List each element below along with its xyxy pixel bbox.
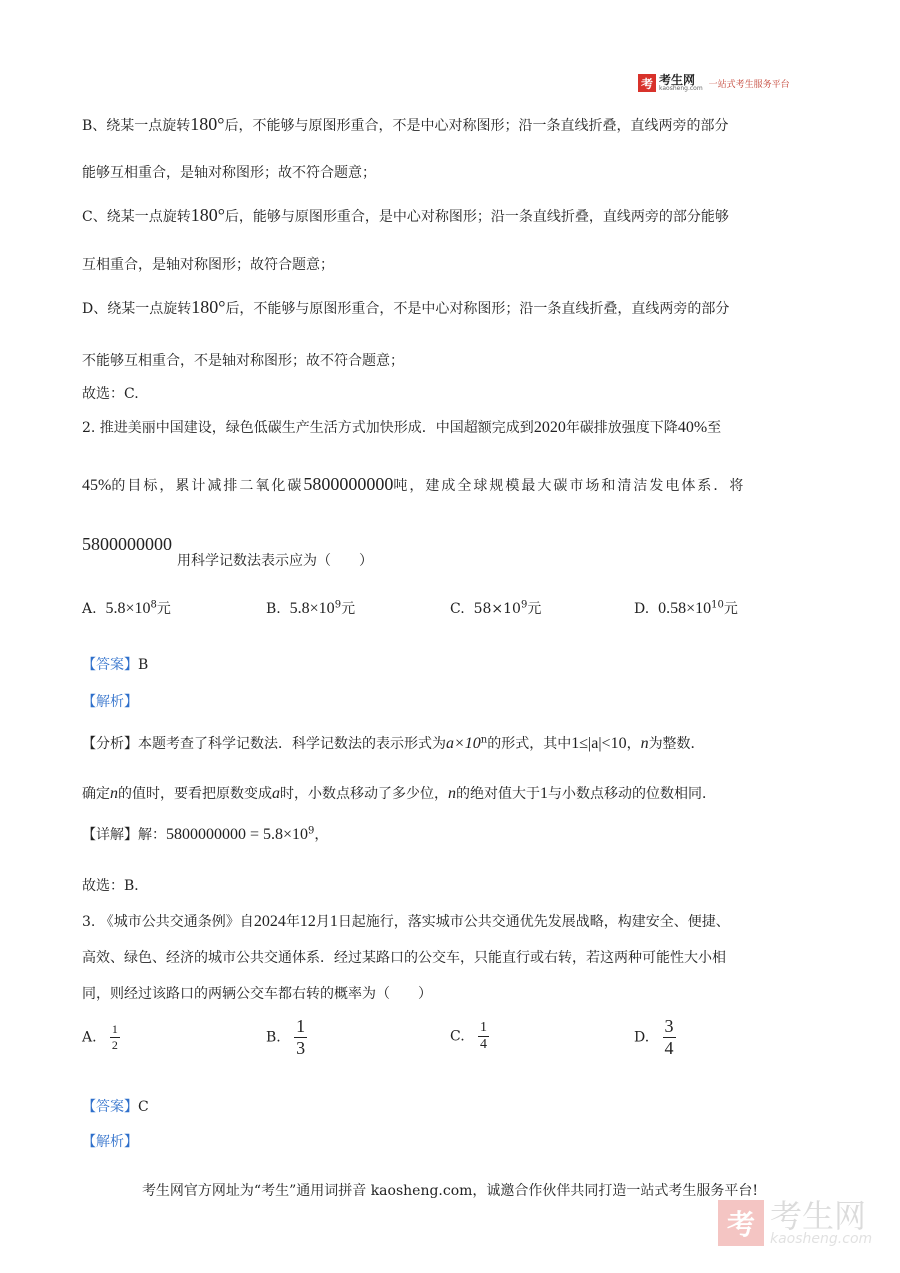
q1-pick: 故选：C. — [82, 386, 139, 402]
watermark-icon: 考 — [718, 1200, 764, 1246]
page-footer: 考生网官方网址为“考生”通用词拼音 kaosheng.com，诚邀合作伙伴共同打造一站式考生服务平台! — [141, 1183, 759, 1199]
q1-option-b-line1: B、绕某一点旋转180°后，不能够与原图形重合，不是中心对称图形；沿一条直线折叠，直线两旁的部分 — [82, 114, 729, 134]
q2-line1: 2. 推进美丽中国建设，绿色低碳生产生活方式加快形成．中国超额完成到2020年碳排放强度下降40%至 — [82, 419, 722, 436]
q3-answer: 【答案】C — [82, 1099, 149, 1115]
q1-option-d-line1: D、绕某一点旋转180°后，不能够与原图形重合，不是中心对称图形；沿一条直线折叠，直线两旁的部分 — [82, 297, 730, 317]
q2-detail: 【详解】解：$5800000000 = 5.8\times 10^9$， — [82, 825, 329, 843]
header-slogan: 一站式考生服务平台 — [708, 79, 790, 90]
q3-option-b: B. $\frac{1}{3}$ — [266, 1016, 306, 1058]
q3-option-c: C. $\frac{1}{4}$ — [450, 1020, 488, 1052]
q2-pick: 故选：B． — [82, 878, 149, 894]
q2-line2: 45%的目标，累计减排二氧化碳5800000000吨，建成全球规模最大碳市场和清洁发电体系．将 — [82, 474, 746, 494]
watermark-name: 考生网 — [770, 1197, 867, 1235]
logo-domain: kaosheng.com — [659, 85, 703, 92]
q3-option-d: D. $\frac{3}{4}$ — [634, 1016, 674, 1058]
q1-option-b-line2: 能够互相重合，是轴对称图形；故不符合题意； — [82, 165, 376, 181]
q3-line3: 同，则经过该路口的两辆公交车都右转的概率为（ ） — [82, 986, 432, 1002]
q2-option-a: A. $5.8\times 10^8$元 — [82, 599, 171, 617]
q3-option-a: A. $\frac{1}{2}$ — [82, 1022, 118, 1052]
q2-fenxi-line2: 确定n的值时，要看把原数变成a时，小数点移动了多少位，n的绝对值大于1与小数点移动的位数相同． — [82, 785, 716, 802]
q3-line1: 3. 《城市公共交通条例》自2024年12月1日起施行，落实城市公共交通优先发展战略，构建安全、便捷、 — [82, 913, 730, 930]
q2-fenxi: 【分析】本题考查了科学记数法．科学记数法的表示形式为$a\times 10^n$的形式，其中1≤|a|<10，n为整数． — [82, 734, 705, 752]
q2-analysis-tag: 【解析】 — [82, 694, 138, 710]
q1-option-d-line2: 不能够互相重合，不是轴对称图形；故不符合题意； — [82, 353, 404, 369]
q2-answer: 【答案】B — [82, 657, 149, 673]
logo-icon: 考 — [638, 74, 656, 92]
q2-option-c: C. $58\times 10^9$元 — [450, 599, 542, 617]
header-logo — [638, 72, 790, 94]
q2-line3-text: 用科学记数法表示应为（ ） — [177, 553, 373, 569]
q3-analysis-tag: 【解析】 — [82, 1134, 138, 1150]
q3-line2: 高效、绿色、经济的城市公共交通体系．经过某路口的公交车，只能直行或右转，若这两种可能性大小相 — [82, 950, 726, 966]
q2-line3: 5800000000 — [82, 534, 172, 554]
logo-name: 考生网 — [659, 73, 696, 87]
q1-option-c-line1: C、绕某一点旋转180°后，能够与原图形重合，是中心对称图形；沿一条直线折叠，直线两旁的部分能够 — [82, 205, 729, 225]
watermark-domain: kaosheng.com — [770, 1231, 873, 1247]
q2-option-d: D. $0.58\times 10^{10}$元 — [634, 599, 738, 617]
q2-option-b: B. $5.8\times 10^9$元 — [266, 599, 356, 617]
watermark — [718, 1197, 873, 1247]
q1-option-c-line2: 互相重合，是轴对称图形；故符合题意； — [82, 257, 334, 273]
